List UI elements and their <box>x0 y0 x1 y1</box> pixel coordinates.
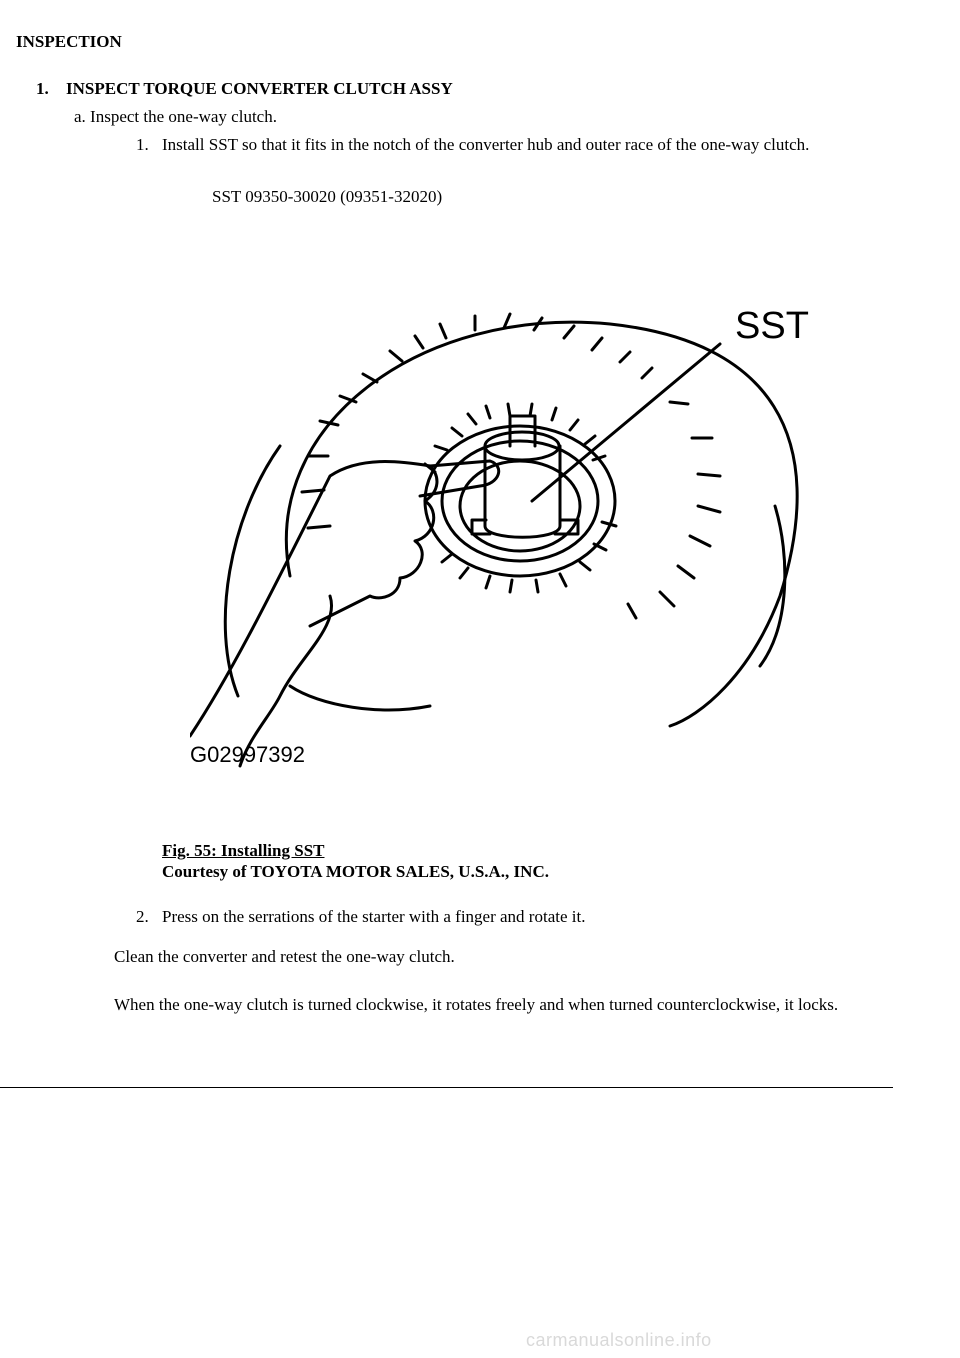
torque-converter-illustration <box>190 296 830 776</box>
figure-caption-text: Fig. 55: Installing SST <box>162 841 325 860</box>
sst-reference: SST 09350-30020 (09351-32020) <box>212 187 443 206</box>
substep-2-text: Press on the serrations of the starter with a finger and rotate it. <box>162 907 586 926</box>
paragraph-result: When the one-way clutch is turned clockwise, it rotates freely and when turned counterclockwise, it locks. <box>114 995 839 1014</box>
section-heading: INSPECTION <box>16 32 122 51</box>
horizontal-rule <box>0 1087 893 1088</box>
step-number: 1. <box>36 79 49 98</box>
substep-1-text: Install SST so that it fits in the notch of the converter hub and outer race of the one-way clutch. <box>162 135 810 154</box>
substep-2-number: 2. <box>136 907 149 926</box>
substep-1-number: 1. <box>136 135 149 154</box>
figure-courtesy: Courtesy of TOYOTA MOTOR SALES, U.S.A., INC. <box>162 862 549 881</box>
step-title: INSPECT TORQUE CONVERTER CLUTCH ASSY <box>66 79 453 98</box>
figure-code: G02997392 <box>190 742 305 767</box>
figure-caption <box>162 840 325 861</box>
substep-a: a. Inspect the one-way clutch. <box>74 107 277 126</box>
watermark: carmanualsonline.info <box>526 1330 712 1350</box>
paragraph-retest: Clean the converter and retest the one-way clutch. <box>114 947 455 966</box>
sst-label: SST <box>735 305 809 347</box>
